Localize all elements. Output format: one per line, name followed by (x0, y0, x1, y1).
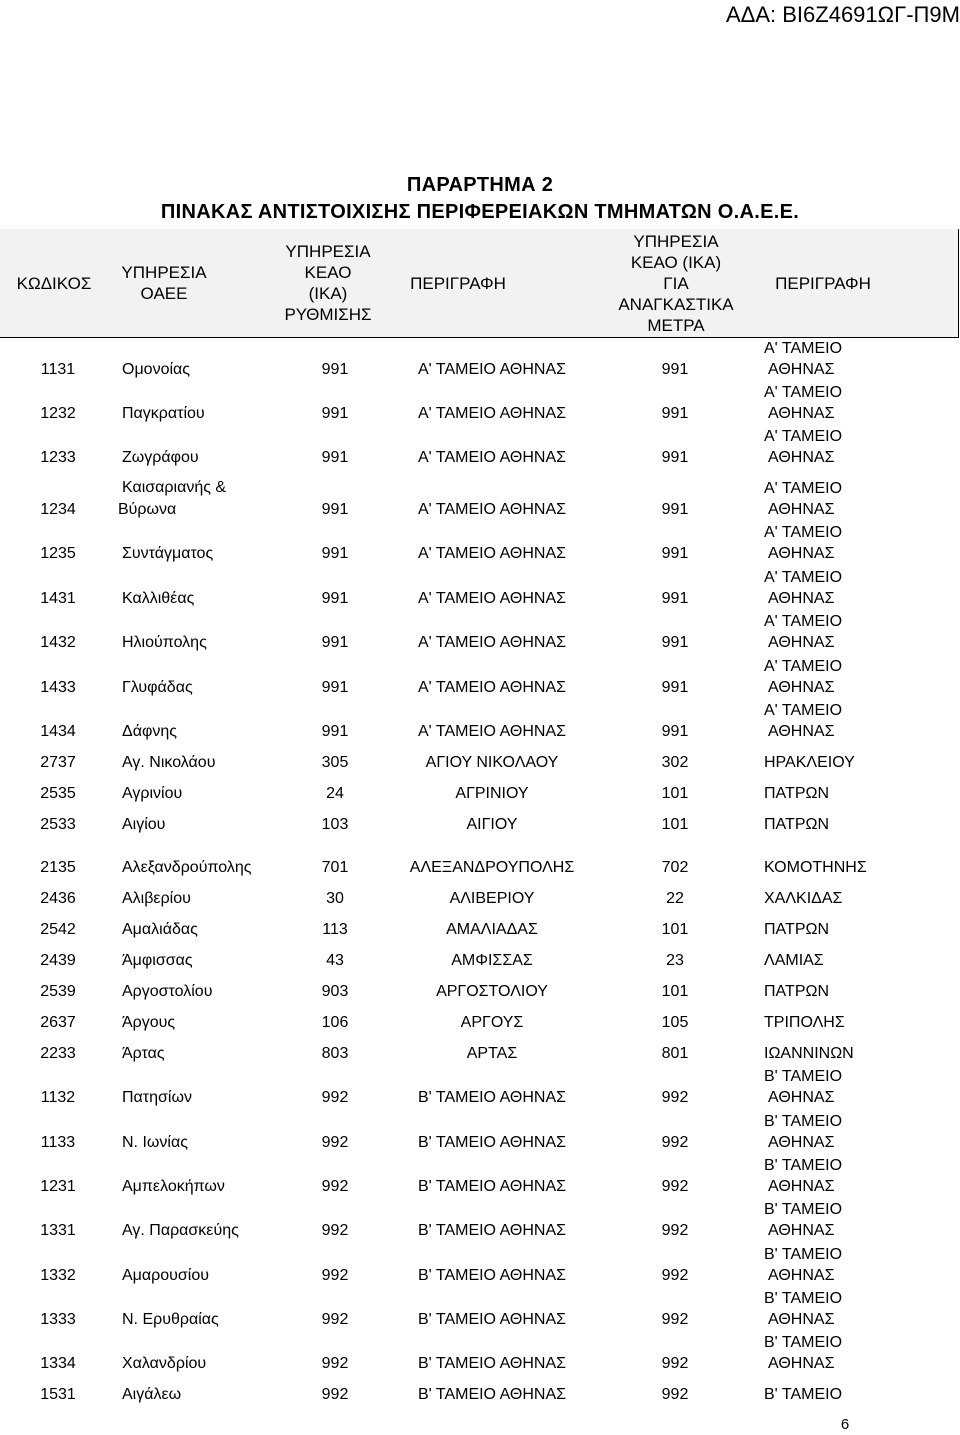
row-service: Άργους (122, 1014, 176, 1031)
row-enforcement-desc: Α' ΤΑΜΕΙΟ (764, 569, 843, 586)
row-enforcement-code: 101 (661, 816, 689, 833)
page-number: 6 (840, 1416, 850, 1433)
col-enf-line1: ΥΠΗΡΕΣΙΑ (633, 231, 719, 251)
row-regulation-code: 992 (321, 1134, 349, 1151)
row-regulation-desc: Α' ΤΑΜΕΙΟ ΑΘΗΝΑΣ (417, 634, 567, 651)
table-row (0, 1113, 960, 1153)
row-code: 1431 (40, 590, 76, 607)
row-regulation-code: 991 (321, 590, 349, 607)
row-code: 1433 (40, 679, 76, 696)
table-row (0, 384, 960, 424)
row-regulation-desc: Β' ΤΑΜΕΙΟ ΑΘΗΝΑΣ (417, 1355, 567, 1372)
table-row (0, 479, 960, 520)
row-code: 2637 (40, 1014, 76, 1031)
col-oaee-service (108, 229, 220, 337)
row-enforcement-desc: Β' ΤΑΜΕΙΟ (764, 1068, 843, 1085)
col-enf-line5: ΜΕΤΡΑ (647, 315, 705, 335)
row-service: Παγκρατίου (122, 405, 205, 422)
row-enforcement-desc-line2: ΑΘΗΝΑΣ (768, 590, 835, 607)
row-code: 1432 (40, 634, 76, 651)
table-row (0, 1290, 960, 1330)
row-regulation-code: 103 (321, 816, 349, 833)
col-regulation-label (284, 241, 371, 325)
row-enforcement-desc: Β' ΤΑΜΕΙΟ (764, 1157, 843, 1174)
row-enforcement-desc-line2: ΑΘΗΝΑΣ (768, 1134, 835, 1151)
row-enforcement-desc: Α' ΤΑΜΕΙΟ (764, 613, 843, 630)
row-regulation-desc: Β' ΤΑΜΕΙΟ ΑΘΗΝΑΣ (417, 1178, 567, 1195)
row-enforcement-desc: Α' ΤΑΜΕΙΟ (764, 480, 843, 497)
row-service: Ζωγράφου (122, 449, 199, 466)
row-enforcement-desc: Β' ΤΑΜΕΙΟ (764, 1386, 843, 1403)
col-enf-line4: ΑΝΑΓΚΑΣΤΙΚΑ (618, 294, 734, 314)
row-regulation-desc: Α' ΤΑΜΕΙΟ ΑΘΗΝΑΣ (417, 723, 567, 740)
table-row (0, 753, 960, 773)
col-enf-line2: ΚΕΑΟ (ΙΚΑ) (630, 252, 722, 272)
row-service: Αγ. Νικολάου (122, 754, 216, 771)
row-service: Συντάγματος (122, 545, 214, 562)
row-regulation-desc: ΑΜΑΛΙΑΔΑΣ (446, 921, 538, 938)
row-code: 1331 (40, 1222, 76, 1239)
row-code: 2542 (40, 921, 76, 938)
row-service: Ηλιούπολης (122, 634, 207, 651)
row-enforcement-desc: Α' ΤΑΜΕΙΟ (764, 524, 843, 541)
row-regulation-code: 30 (326, 890, 344, 907)
col-description-1 (400, 229, 516, 337)
row-regulation-desc: ΑΛΕΞΑΝΔΡΟΥΠΟΛΗΣ (409, 859, 575, 876)
row-service: Αγρινίου (122, 785, 183, 802)
row-regulation-code: 305 (321, 754, 349, 771)
table-row (0, 1201, 960, 1241)
table-row (0, 982, 960, 1002)
row-code: 1234 (40, 501, 76, 518)
col-desc1-label: ΠΕΡΙΓΡΑΦΗ (410, 273, 506, 293)
row-regulation-desc: Α' ΤΑΜΕΙΟ ΑΘΗΝΑΣ (417, 545, 567, 562)
row-regulation-desc: Β' ΤΑΜΕΙΟ ΑΘΗΝΑΣ (417, 1386, 567, 1403)
row-regulation-desc: ΑΡΓΟΥΣ (460, 1014, 524, 1031)
row-regulation-code: 991 (321, 361, 349, 378)
row-regulation-code: 43 (326, 952, 344, 969)
row-enforcement-desc: ΠΑΤΡΩΝ (764, 816, 829, 833)
row-enforcement-desc: Β' ΤΑΜΕΙΟ (764, 1246, 843, 1263)
row-regulation-desc: Α' ΤΑΜΕΙΟ ΑΘΗΝΑΣ (417, 405, 567, 422)
row-regulation-code: 24 (326, 785, 344, 802)
row-enforcement-code: 992 (661, 1355, 689, 1372)
row-code: 1434 (40, 723, 76, 740)
row-enforcement-desc: Β' ΤΑΜΕΙΟ (764, 1290, 843, 1307)
row-enforcement-desc: Α' ΤΑΜΕΙΟ (764, 702, 843, 719)
row-code: 1233 (40, 449, 76, 466)
row-code: 2539 (40, 983, 76, 1000)
row-regulation-code: 991 (321, 501, 349, 518)
table-row (0, 428, 960, 468)
row-code: 1131 (40, 361, 76, 378)
row-enforcement-code: 991 (661, 634, 689, 651)
col-reg-line2: ΚΕΑΟ (304, 263, 352, 282)
col-oaee-line2: ΟΑΕΕ (140, 284, 188, 303)
row-code: 1235 (40, 545, 76, 562)
row-regulation-desc: Α' ΤΑΜΕΙΟ ΑΘΗΝΑΣ (417, 449, 567, 466)
row-code: 1332 (40, 1267, 76, 1284)
col-reg-line4: ΡΥΘΜΙΣΗΣ (284, 305, 372, 324)
row-enforcement-code: 23 (666, 952, 684, 969)
row-enforcement-desc-line2: ΑΘΗΝΑΣ (768, 545, 835, 562)
table-row (0, 569, 960, 609)
row-service: Άμφισσας (122, 952, 193, 969)
row-enforcement-code: 991 (661, 405, 689, 422)
row-regulation-code: 992 (321, 1222, 349, 1239)
col-enforcement-label (618, 231, 733, 336)
table-row (0, 1385, 960, 1405)
row-service: Άρτας (122, 1045, 165, 1062)
table-row (0, 1013, 960, 1033)
row-enforcement-code: 991 (661, 361, 689, 378)
col-description-2 (758, 229, 888, 337)
row-enforcement-code: 992 (661, 1178, 689, 1195)
ada-code: ΑΔΑ: ΒΙ6Ζ4691ΩΓ-Π9Μ (725, 2, 960, 27)
row-enforcement-desc: ΠΑΤΡΩΝ (764, 785, 829, 802)
row-regulation-code: 991 (321, 405, 349, 422)
row-service: Ν. Ερυθραίας (122, 1311, 219, 1328)
row-enforcement-desc-line2: ΑΘΗΝΑΣ (768, 1089, 835, 1106)
row-enforcement-desc-line2: ΑΘΗΝΑΣ (768, 1355, 835, 1372)
row-service: Αργοστολίου (122, 983, 213, 1000)
row-code: 1333 (40, 1311, 76, 1328)
row-service: Αγ. Παρασκεύης (122, 1222, 239, 1239)
table-row (0, 524, 960, 564)
table-row (0, 1334, 960, 1374)
col-code (0, 229, 108, 337)
row-enforcement-desc: ΠΑΤΡΩΝ (764, 983, 829, 1000)
row-enforcement-desc: Α' ΤΑΜΕΙΟ (764, 340, 843, 357)
row-code: 2135 (40, 859, 76, 876)
row-enforcement-code: 991 (661, 545, 689, 562)
table-row (0, 340, 960, 380)
row-service: Ομονοίας (122, 361, 190, 378)
row-regulation-desc: ΑΜΦΙΣΣΑΣ (451, 952, 533, 969)
row-enforcement-desc-line2: ΑΘΗΝΑΣ (768, 1178, 835, 1195)
table-row (0, 858, 960, 878)
table-row (0, 920, 960, 940)
row-enforcement-desc-line2: ΑΘΗΝΑΣ (768, 1311, 835, 1328)
row-enforcement-desc: ΙΩΑΝΝΙΝΩΝ (764, 1045, 854, 1062)
row-enforcement-desc: ΛΑΜΙΑΣ (764, 952, 824, 969)
row-enforcement-desc: Α' ΤΑΜΕΙΟ (764, 428, 843, 445)
row-enforcement-desc-line2: ΑΘΗΝΑΣ (768, 723, 835, 740)
row-regulation-code: 991 (321, 723, 349, 740)
row-enforcement-desc: Α' ΤΑΜΕΙΟ (764, 658, 843, 675)
row-service: Ν. Ιωνίας (122, 1134, 188, 1151)
row-enforcement-desc-line2: ΑΘΗΝΑΣ (768, 1222, 835, 1239)
row-service: Αλεξανδρούπολης (122, 859, 252, 876)
row-enforcement-code: 702 (661, 859, 689, 876)
col-oaee-label (121, 262, 206, 304)
row-enforcement-desc: Β' ΤΑΜΕΙΟ (764, 1113, 843, 1130)
table-row (0, 702, 960, 742)
row-regulation-desc: Β' ΤΑΜΕΙΟ ΑΘΗΝΑΣ (417, 1089, 567, 1106)
row-service: Δάφνης (122, 723, 177, 740)
row-service: Χαλανδρίου (122, 1355, 207, 1372)
col-reg-line1: ΥΠΗΡΕΣΙΑ (285, 242, 371, 261)
row-enforcement-desc: Α' ΤΑΜΕΙΟ (764, 384, 843, 401)
row-enforcement-code: 101 (661, 921, 689, 938)
row-code: 1531 (40, 1386, 76, 1403)
row-code: 1232 (40, 405, 76, 422)
row-enforcement-desc: ΗΡΑΚΛΕΙΟΥ (764, 754, 855, 771)
row-regulation-desc: Α' ΤΑΜΕΙΟ ΑΘΗΝΑΣ (417, 361, 567, 378)
row-regulation-desc: ΑΙΓΙΟΥ (466, 816, 518, 833)
table-row (0, 1157, 960, 1197)
row-service: Αιγίου (122, 816, 166, 833)
row-enforcement-desc-line2: ΑΘΗΝΑΣ (768, 1267, 835, 1284)
row-regulation-desc: Α' ΤΑΜΕΙΟ ΑΘΗΝΑΣ (417, 501, 567, 518)
row-regulation-code: 991 (321, 634, 349, 651)
row-enforcement-desc: ΠΑΤΡΩΝ (764, 921, 829, 938)
row-service: Αμαρουσίου (122, 1267, 209, 1284)
row-code: 2535 (40, 785, 76, 802)
row-enforcement-desc: Β' ΤΑΜΕΙΟ (764, 1201, 843, 1218)
row-enforcement-desc-line2: ΑΘΗΝΑΣ (768, 501, 835, 518)
row-code: 2436 (40, 890, 76, 907)
row-code: 1231 (40, 1178, 76, 1195)
col-enf-line3: ΓΙΑ (663, 273, 689, 293)
row-code: 1334 (40, 1355, 76, 1372)
row-service: Αμαλιάδας (122, 921, 198, 938)
row-regulation-code: 992 (321, 1386, 349, 1403)
row-service: Αλιβερίου (122, 890, 191, 907)
row-service: Καισαριανής & (122, 479, 227, 496)
row-regulation-desc: Β' ΤΑΜΕΙΟ ΑΘΗΝΑΣ (417, 1267, 567, 1284)
row-code: 2233 (40, 1045, 76, 1062)
row-enforcement-code: 101 (661, 785, 689, 802)
row-enforcement-code: 992 (661, 1386, 689, 1403)
row-enforcement-code: 991 (661, 501, 689, 518)
row-regulation-desc: Β' ΤΑΜΕΙΟ ΑΘΗΝΑΣ (417, 1134, 567, 1151)
document-subtitle: ΠΙΝΑΚΑΣ ΑΝΤΙΣΤΟΙΧΙΣΗΣ ΠΕΡΙΦΕΡΕΙΑΚΩΝ ΤΜΗΜΑΤΩΝ Ο.Α.Ε.Ε. (160, 201, 800, 223)
row-regulation-code: 106 (321, 1014, 349, 1031)
document-title: ΠΑΡΑΡΤΗΜΑ 2 (406, 174, 554, 196)
table-row (0, 951, 960, 971)
table-row (0, 1068, 960, 1108)
row-regulation-desc: ΑΓΙΟΥ ΝΙΚΟΛΑΟΥ (425, 754, 559, 771)
row-enforcement-code: 991 (661, 590, 689, 607)
row-enforcement-code: 991 (661, 679, 689, 696)
table-row (0, 658, 960, 698)
row-enforcement-desc: ΤΡΙΠΟΛΗΣ (764, 1014, 845, 1031)
row-code: 2737 (40, 754, 76, 771)
row-code: 2439 (40, 952, 76, 969)
col-keao-enforcement (604, 229, 748, 337)
table-row (0, 1044, 960, 1064)
row-enforcement-code: 992 (661, 1311, 689, 1328)
row-service: Καλλιθέας (122, 590, 195, 607)
row-enforcement-code: 101 (661, 983, 689, 1000)
row-service: Γλυφάδας (122, 679, 193, 696)
row-code: 2533 (40, 816, 76, 833)
row-code: 1133 (40, 1134, 76, 1151)
col-code-label: ΚΩΔΙΚΟΣ (16, 273, 92, 293)
row-regulation-code: 991 (321, 449, 349, 466)
row-regulation-code: 991 (321, 679, 349, 696)
row-enforcement-desc-line2: ΑΘΗΝΑΣ (768, 405, 835, 422)
row-enforcement-code: 22 (666, 890, 684, 907)
row-service: Αμπελοκήπων (122, 1178, 225, 1195)
row-regulation-code: 992 (321, 1178, 349, 1195)
row-enforcement-code: 992 (661, 1089, 689, 1106)
row-enforcement-desc-line2: ΑΘΗΝΑΣ (768, 449, 835, 466)
col-reg-line3: (ΙΚΑ) (308, 284, 348, 303)
row-enforcement-desc: ΧΑΛΚΙΔΑΣ (764, 890, 843, 907)
row-enforcement-code: 105 (661, 1014, 689, 1031)
row-regulation-code: 113 (322, 921, 348, 938)
col-desc2-label: ΠΕΡΙΓΡΑΦΗ (775, 273, 871, 293)
row-service-line2: Βύρωνα (118, 501, 177, 518)
row-enforcement-code: 991 (661, 723, 689, 740)
row-regulation-desc: Β' ΤΑΜΕΙΟ ΑΘΗΝΑΣ (417, 1222, 567, 1239)
row-regulation-desc: Α' ΤΑΜΕΙΟ ΑΘΗΝΑΣ (417, 679, 567, 696)
row-service: Αιγάλεω (122, 1386, 182, 1403)
row-regulation-code: 991 (321, 545, 349, 562)
row-enforcement-code: 302 (661, 754, 689, 771)
row-enforcement-desc: ΚΟΜΟΤΗΝΗΣ (764, 859, 867, 876)
row-enforcement-desc-line2: ΑΘΗΝΑΣ (768, 679, 835, 696)
row-enforcement-desc: Β' ΤΑΜΕΙΟ (764, 1334, 843, 1351)
row-regulation-desc: Β' ΤΑΜΕΙΟ ΑΘΗΝΑΣ (417, 1311, 567, 1328)
row-enforcement-code: 991 (661, 449, 689, 466)
row-code: 1132 (40, 1089, 76, 1106)
row-enforcement-code: 801 (661, 1045, 689, 1062)
row-regulation-code: 701 (321, 859, 349, 876)
row-enforcement-code: 992 (661, 1267, 689, 1284)
col-keao-regulation (272, 229, 384, 337)
table-row (0, 889, 960, 909)
row-regulation-desc: Α' ΤΑΜΕΙΟ ΑΘΗΝΑΣ (417, 590, 567, 607)
row-regulation-code: 992 (321, 1267, 349, 1284)
row-regulation-code: 992 (321, 1311, 349, 1328)
row-service: Πατησίων (122, 1089, 192, 1106)
row-regulation-desc: ΑΡΓΟΣΤΟΛΙΟΥ (436, 983, 548, 1000)
row-regulation-desc: ΑΡΤΑΣ (466, 1045, 518, 1062)
table-header (0, 229, 959, 338)
table-row (0, 1246, 960, 1286)
row-enforcement-code: 992 (661, 1134, 689, 1151)
col-oaee-line1: ΥΠΗΡΕΣΙΑ (121, 263, 207, 282)
row-enforcement-code: 992 (661, 1222, 689, 1239)
row-enforcement-desc-line2: ΑΘΗΝΑΣ (768, 361, 835, 378)
table-row (0, 784, 960, 804)
row-regulation-desc: ΑΓΡΙΝΙΟΥ (455, 785, 529, 802)
table-row (0, 613, 960, 653)
table-row (0, 815, 960, 835)
row-enforcement-desc-line2: ΑΘΗΝΑΣ (768, 634, 835, 651)
row-regulation-code: 803 (321, 1045, 349, 1062)
row-regulation-code: 992 (321, 1355, 349, 1372)
row-regulation-code: 903 (321, 983, 349, 1000)
row-regulation-desc: ΑΛΙΒΕΡΙΟΥ (449, 890, 535, 907)
row-regulation-code: 992 (321, 1089, 349, 1106)
